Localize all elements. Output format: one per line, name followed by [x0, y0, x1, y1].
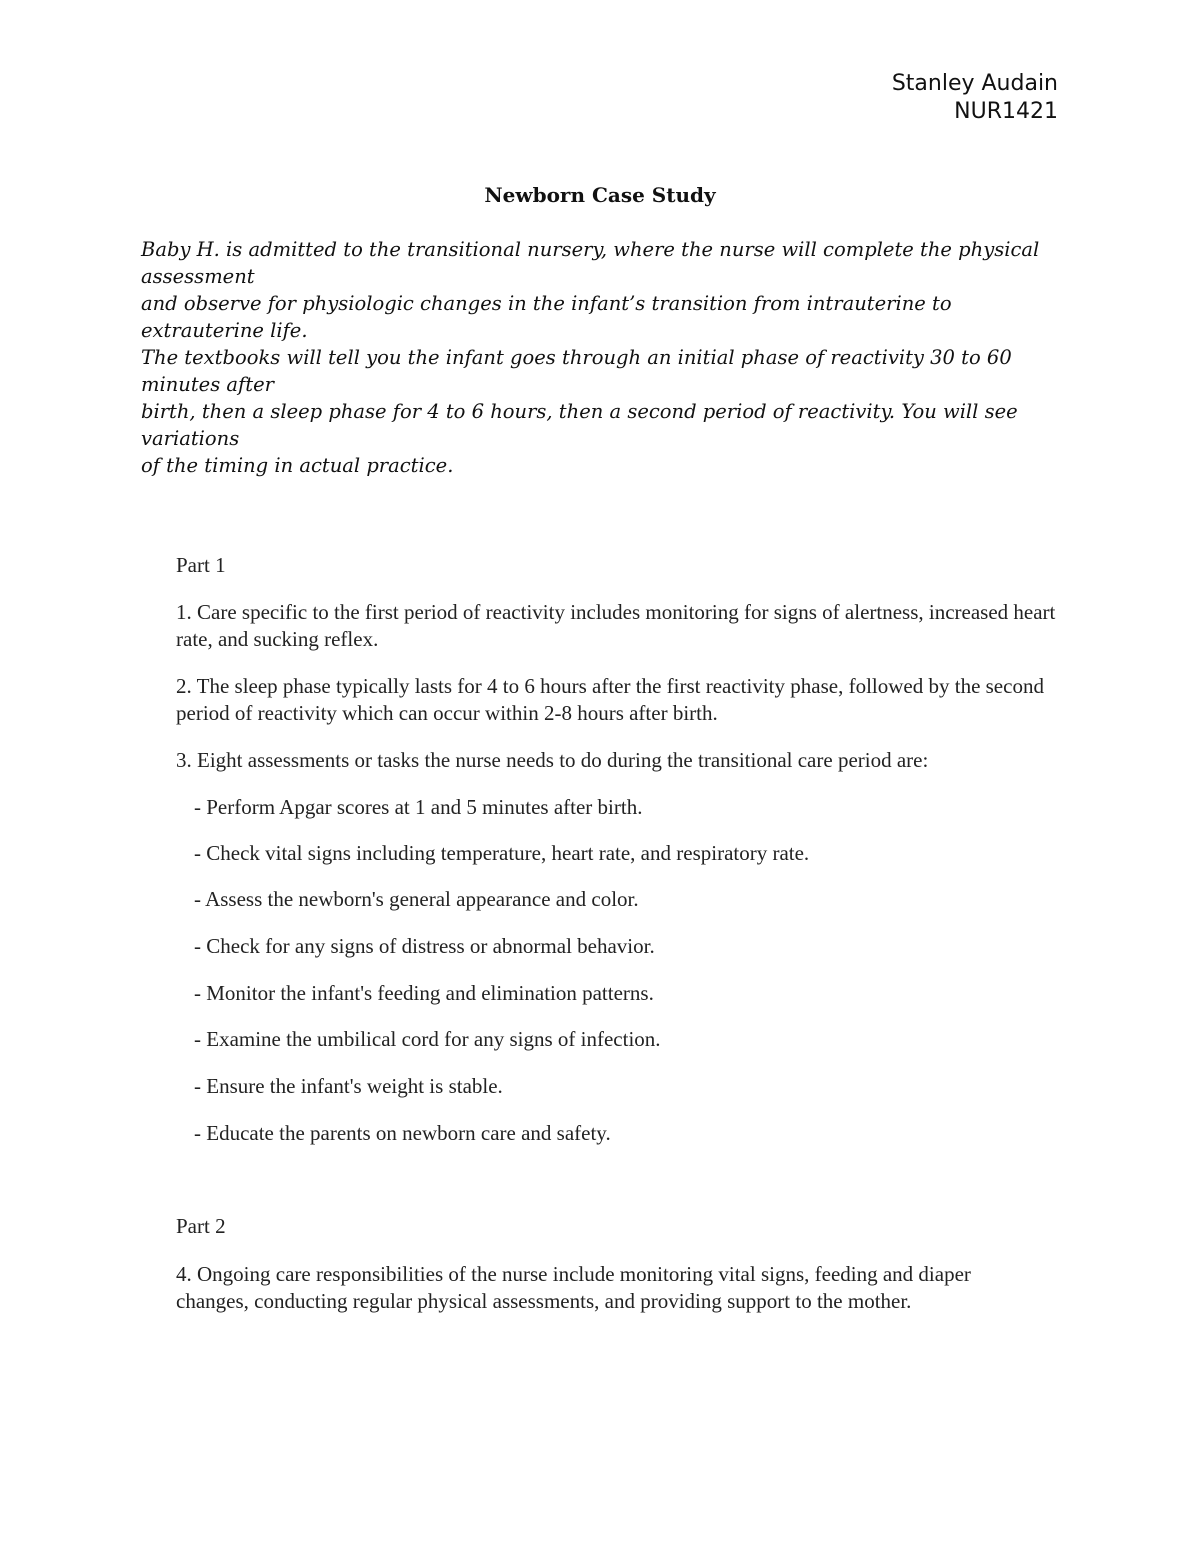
header-block	[892, 70, 1058, 126]
list-item: - Monitor the infant's feeding and elimination patterns.	[194, 981, 654, 1005]
question-4: 4. Ongoing care responsibilities of the nurse include monitoring vital signs, feeding and diaper changes, conducting regular physical assessments, and providing support to the mother.	[176, 1262, 971, 1313]
intro-line: birth, then a sleep phase for 4 to 6 hours, then a second period of reactivity. You will see	[141, 400, 1018, 423]
question-1: 1. Care specific to the first period of reactivity includes monitoring for signs of alertness, increased heart rate, and sucking reflex.	[176, 600, 1056, 651]
list-item: - Ensure the infant's weight is stable.	[194, 1074, 503, 1098]
list-item: - Assess the newborn's general appearance and color.	[194, 887, 639, 911]
question-3: 3. Eight assessments or tasks the nurse needs to do during the transitional care period are:	[176, 748, 929, 772]
list-item: - Perform Apgar scores at 1 and 5 minutes after birth.	[194, 795, 643, 819]
list-item: - Check vital signs including temperature, heart rate, and respiratory rate.	[194, 841, 810, 865]
intro-paragraph	[141, 236, 1041, 479]
intro-line: Baby H. is admitted to the transitional nursery, where the nurse will complete the physical	[141, 238, 1040, 261]
intro-line: minutes after	[141, 373, 274, 396]
list-item: - Check for any signs of distress or abnormal behavior.	[194, 934, 655, 958]
intro-line: and observe for physiologic changes in the infant’s transition from intrauterine to	[141, 292, 952, 315]
question-2: 2. The sleep phase typically lasts for 4 to 6 hours after the first reactivity phase, followed by the second period of reactivity which can occur within 2-8 hours after birth.	[176, 674, 1044, 725]
list-item: - Educate the parents on newborn care and safety.	[194, 1121, 611, 1145]
intro-line: of the timing in actual practice.	[141, 454, 454, 477]
intro-line: extrauterine life.	[141, 319, 308, 342]
intro-line: variations	[141, 427, 240, 450]
document-title: Newborn Case Study	[484, 183, 716, 207]
author-name: Stanley Audain	[891, 71, 1058, 96]
course-code: NUR1421	[954, 99, 1058, 124]
intro-line: assessment	[141, 265, 255, 288]
part1-heading: Part 1	[176, 553, 226, 577]
part2-heading: Part 2	[176, 1214, 226, 1238]
intro-line: The textbooks will tell you the infant goes through an initial phase of reactivity 30 to 60	[141, 346, 1012, 369]
list-item: - Examine the umbilical cord for any signs of infection.	[194, 1027, 661, 1051]
